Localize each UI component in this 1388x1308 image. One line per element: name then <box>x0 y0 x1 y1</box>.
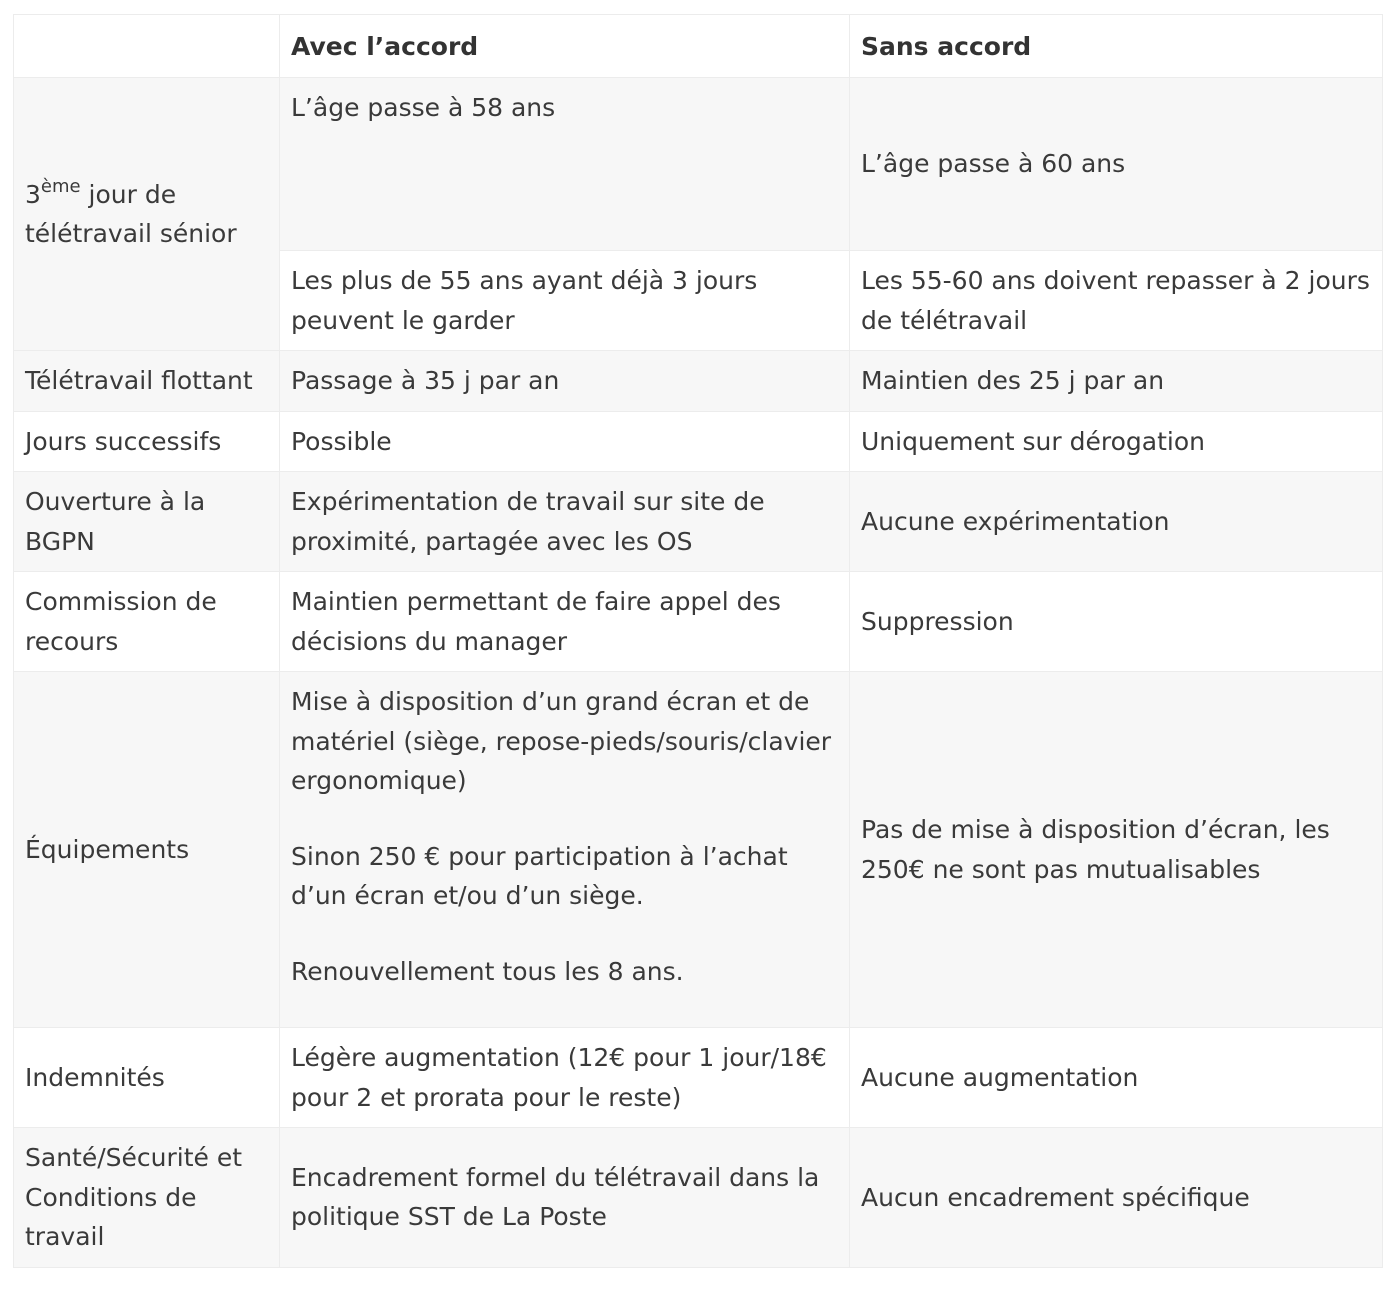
header-without-agreement: Sans accord <box>850 15 1383 78</box>
table-row-equipements <box>14 672 1383 1028</box>
row-label-bgpn: Ouverture à la BGPN <box>14 472 280 572</box>
cell-equipements-with <box>280 672 850 1028</box>
cell-recours-with: Maintien permettant de faire appel des décisions du manager <box>280 572 850 672</box>
table-row-sante <box>14 1128 1383 1268</box>
table-row-flottant <box>14 351 1383 412</box>
cell-senior-without-keep: Les 55-60 ans doivent repasser à 2 jours de télétravail <box>850 251 1383 351</box>
cell-sante-without: Aucun encadrement spécifique <box>850 1128 1383 1268</box>
cell-successifs-with: Possible <box>280 411 850 472</box>
row-label-indemnites: Indemnités <box>14 1028 280 1128</box>
table-row-recours <box>14 572 1383 672</box>
table-row-bgpn <box>14 472 1383 572</box>
header-empty-cell <box>14 15 280 78</box>
header-with-agreement: Avec l’accord <box>280 15 850 78</box>
row-label-successifs: Jours successifs <box>14 411 280 472</box>
comparison-table <box>13 14 1383 1268</box>
row-label-senior <box>14 78 280 351</box>
table-row-indemnites <box>14 1028 1383 1128</box>
row-label-equipements: Équipements <box>14 672 280 1028</box>
equipements-with-paragraph-1: Mise à disposition d’un grand écran et de matériel (siège, repose-pieds/souris/clavier ergonomique) <box>291 687 832 795</box>
senior-label-sup: ème <box>40 176 81 198</box>
equipements-with-paragraph-3: Renouvellement tous les 8 ans. <box>291 956 684 986</box>
senior-label-rest: jour de télétravail sénior <box>25 179 237 248</box>
cell-flottant-without: Maintien des 25 j par an <box>850 351 1383 412</box>
cell-senior-with-age: L’âge passe à 58 ans <box>280 78 850 251</box>
row-label-sante: Santé/Sécurité et Conditions de travail <box>14 1128 280 1268</box>
senior-label-number: 3 <box>25 179 41 209</box>
cell-indemnites-with: Légère augmentation (12€ pour 1 jour/18€ pour 2 et prorata pour le reste) <box>280 1028 850 1128</box>
cell-recours-without: Suppression <box>850 572 1383 672</box>
cell-flottant-with: Passage à 35 j par an <box>280 351 850 412</box>
cell-successifs-without: Uniquement sur dérogation <box>850 411 1383 472</box>
cell-senior-with-keep: Les plus de 55 ans ayant déjà 3 jours peuvent le garder <box>280 251 850 351</box>
header-row <box>14 15 1383 78</box>
equipements-with-paragraph-2: Sinon 250 € pour participation à l’achat d’un écran et/ou d’un siège. <box>291 841 788 910</box>
cell-senior-without-age: L’âge passe à 60 ans <box>850 78 1383 251</box>
cell-bgpn-with: Expérimentation de travail sur site de proximité, partagée avec les OS <box>280 472 850 572</box>
row-label-recours: Commission de recours <box>14 572 280 672</box>
table-row-senior-a <box>14 78 1383 251</box>
cell-bgpn-without: Aucune expérimentation <box>850 472 1383 572</box>
row-label-flottant: Télétravail flottant <box>14 351 280 412</box>
cell-equipements-without: Pas de mise à disposition d’écran, les 250€ ne sont pas mutualisables <box>850 672 1383 1028</box>
cell-indemnites-without: Aucune augmentation <box>850 1028 1383 1128</box>
cell-sante-with: Encadrement formel du télétravail dans la politique SST de La Poste <box>280 1128 850 1268</box>
table-row-successifs <box>14 411 1383 472</box>
